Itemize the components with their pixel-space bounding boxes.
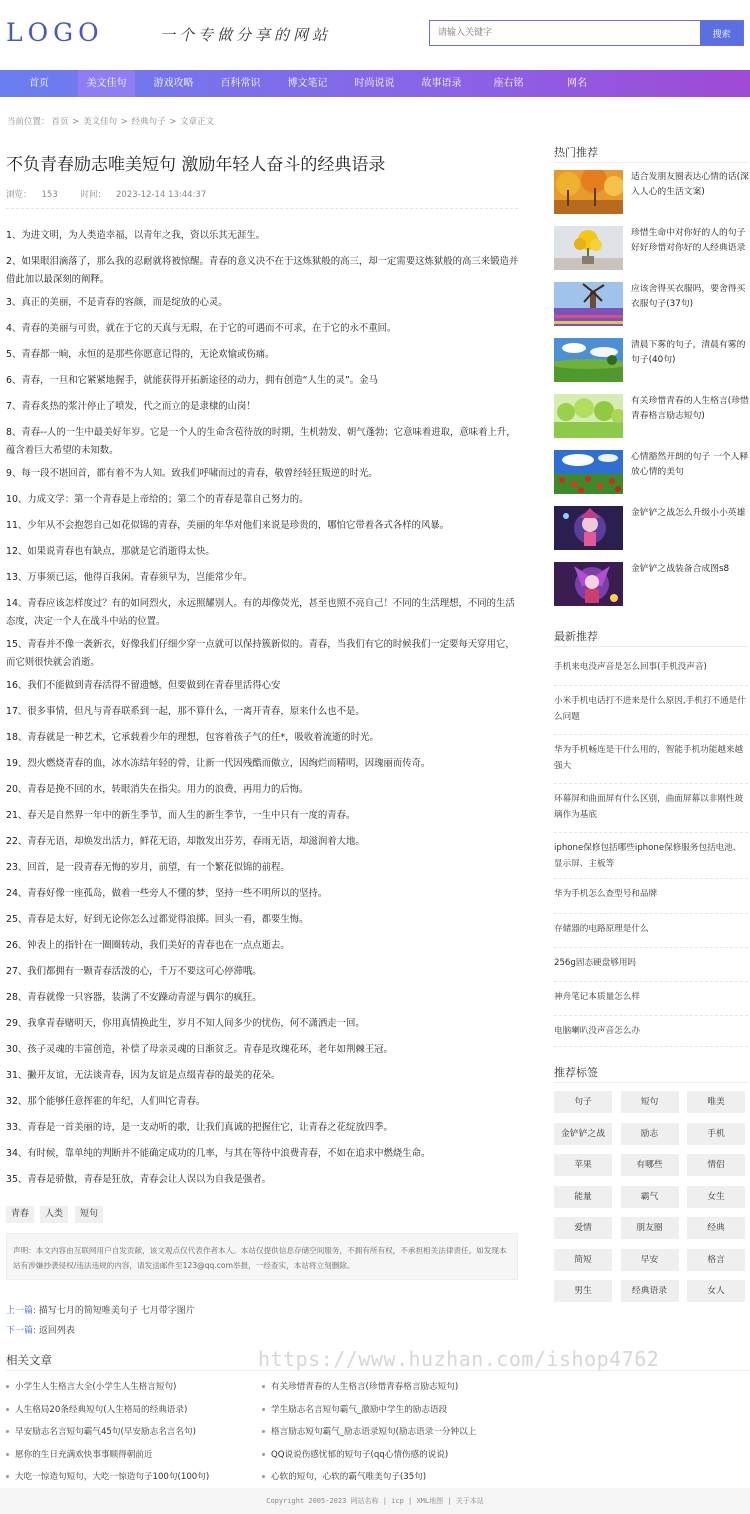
hot-item[interactable] xyxy=(554,562,750,606)
tag-item[interactable]: 男生 xyxy=(554,1280,612,1302)
divider xyxy=(554,832,748,833)
related-item[interactable]: 大吃一惊造句短句，大吃一惊造句子100句(100句) xyxy=(6,1470,256,1482)
divider xyxy=(554,783,748,784)
hot-thumbnail[interactable] xyxy=(554,282,623,326)
latest-item[interactable]: 华为手机畅连是干什么用的，智能手机功能越来越强大 xyxy=(554,745,744,771)
article-paragraph: 4、青春的美丽与可贵，就在于它的天真与无瑕，在于它的可遇而不可求，在于它的永不重回。 xyxy=(6,323,397,334)
hot-thumbnail[interactable] xyxy=(554,450,623,494)
article-paragraph: 25、青春是太好，好到无论你怎么过都觉得浪掷。回头一看，都要生悔。 xyxy=(6,914,309,925)
article-paragraph: 29、我拿青春赌明天，你用真情换此生，岁月不知人间多少的忧伤，何不潇洒走一回。 xyxy=(6,1018,365,1029)
article-paragraph: 34、有时候，靠单纯的判断并不能确定成功的几率，与其在等待中浪费青春，不如在追求中燃烧生命。 xyxy=(6,1148,431,1159)
article-paragraph: 12、如果说青春也有缺点，那就是它消逝得太快。 xyxy=(6,546,215,557)
prev-label: 上一篇: xyxy=(6,1306,37,1316)
hot-title: 热门推荐 xyxy=(554,146,598,159)
prev-link[interactable]: 描写七月的简短唯美句子 七月带字图片 xyxy=(38,1306,195,1316)
related-item[interactable]: 有关珍惜青春的人生格言(珍惜青春格言励志短句) xyxy=(262,1380,512,1392)
hot-item[interactable] xyxy=(554,170,750,214)
related-item[interactable]: 学生励志名言短句霸气_激励中学生的励志语段 xyxy=(262,1403,512,1415)
tag-item[interactable]: 有哪些 xyxy=(621,1154,679,1176)
search-button[interactable]: 搜索 xyxy=(700,21,743,45)
tag-item[interactable]: 经典语录 xyxy=(621,1280,679,1302)
article-paragraph: 24、青春好像一座孤岛，做着一些旁人不懂的梦，坚持一些不明所以的坚持。 xyxy=(6,888,328,899)
article-paragraph: 21、春天是自然界一年中的新生季节，而人生的新生季节，一生中只有一度的青春。 xyxy=(6,810,356,821)
tag-item[interactable]: 经典 xyxy=(687,1217,745,1239)
breadcrumb-home[interactable]: 首页 xyxy=(51,117,69,127)
breadcrumb-category[interactable]: 美文佳句 xyxy=(83,117,118,127)
divider xyxy=(6,208,518,209)
article-paragraph: 7、青春炙热的浆汁停止了喷发，代之而立的是隶棣的山岗！ xyxy=(6,401,256,412)
latest-item[interactable]: 手机来电没声音是怎么回事(手机没声音) xyxy=(554,662,707,672)
article-paragraph: 2、如果眼泪滴落了，那么我的忍耐就将被惊醒。青春的意义决不在于这炼狱般的高三，却一定需要这炼狱般的高三来锻造并借此加以最深刻的阐释。 xyxy=(6,256,519,285)
nav-nicknames[interactable]: 网名 xyxy=(567,78,587,89)
hot-thumbnail[interactable] xyxy=(554,506,623,550)
views-label: 浏览： xyxy=(6,190,32,200)
article-paragraph: 9、每一段不堪回首，都有着不为人知。致我们呼啸而过的青春，敬曾经轻狂叛逆的时光。 xyxy=(6,468,378,479)
article-paragraph: 18、青春就是一种艺术，它承载着少年的理想，包容着孩子气的任*，吸收着流逝的时光。 xyxy=(6,732,379,743)
article-paragraph: 33、青春是一首美丽的诗，是一支动听的歌，让我们真诚的把握住它，让青春之花绽放四季。 xyxy=(6,1122,393,1133)
hot-item[interactable] xyxy=(554,338,750,382)
article-tag[interactable]: 青春 xyxy=(6,1206,34,1223)
hot-item-title[interactable]: 应该舍得买衣服吗，要舍得买衣服句子(37句) xyxy=(631,284,746,309)
hot-item[interactable] xyxy=(554,450,750,494)
tag-item[interactable]: 格言 xyxy=(687,1249,745,1271)
hot-item-title[interactable]: 心情豁然开朗的句子 一个人释放心情的美句 xyxy=(631,452,749,477)
divider xyxy=(554,162,748,163)
related-title: 相关文章 xyxy=(6,1353,52,1367)
next-link[interactable]: 返回列表 xyxy=(38,1326,75,1336)
search-input[interactable] xyxy=(430,21,700,45)
nav-mottos[interactable]: 座右铭 xyxy=(493,78,524,89)
tag-item[interactable]: 情侣 xyxy=(687,1154,745,1176)
breadcrumb-label: 当前位置： xyxy=(7,117,50,127)
latest-item[interactable]: 神舟笔记本质量怎么样 xyxy=(554,992,640,1002)
related-item[interactable]: 心软的短句，心软的霸气唯美句子(35句) xyxy=(262,1470,512,1482)
tag-item[interactable]: 爱情 xyxy=(554,1217,612,1239)
article-paragraph: 17、很多事情，但凡与青春联系到一起，那不算什么，一离开青春，原来什么也不是。 xyxy=(6,706,365,717)
tag-item[interactable]: 手机 xyxy=(687,1123,745,1145)
copyright-notice: 声明：本文内容由互联网用户自发贡献，该文观点仅代表作者本人。本站仅提供信息存储空间服务，不拥有所有权，不承担相关法律责任。如发现本站有涉嫌抄袭侵权/违法违规的内容，请发送邮件至123@qq.com举报，一经查实，本站将立刻删除。 xyxy=(6,1233,518,1280)
next-label: 下一篇: xyxy=(6,1326,37,1336)
hot-item-title[interactable]: 金铲铲之战装备合成图s8 xyxy=(631,564,730,574)
article-tag[interactable]: 人类 xyxy=(40,1206,68,1223)
tag-item[interactable]: 短句 xyxy=(621,1091,679,1113)
divider xyxy=(554,685,748,686)
hot-item-title[interactable]: 适合发朋友圈表达心情的话(深入人心的生活文案) xyxy=(631,172,749,197)
tag-item[interactable]: 朋友圈 xyxy=(621,1217,679,1239)
article-paragraph: 26、钟表上的指针在一圈圈转动，我们美好的青春也在一点点逝去。 xyxy=(6,940,290,951)
breadcrumb-current: 文章正文 xyxy=(180,117,215,127)
tag-item[interactable]: 女人 xyxy=(687,1280,745,1302)
latest-item[interactable]: 小米手机电话打不进来是什么原因,手机打不通是什么问题 xyxy=(554,696,746,722)
article-paragraph: 11、少年从不会抱怨自己如花似锦的青春，美丽的年华对他们来说是珍贵的，哪怕它带着各式各样的风暴。 xyxy=(6,520,450,531)
tag-item[interactable]: 霸气 xyxy=(621,1186,679,1208)
article-paragraph: 15、青春并不像一袭新衣，好像我们仔细少穿一点就可以保持簇新似的。青春，当我们有它的时候我们一定要每天穿用它，而它则很快就会消逝。 xyxy=(6,639,515,668)
breadcrumb: 当前位置： 首页 > 美文佳句 > 经典句子 > 文章正文 xyxy=(7,117,215,127)
article-paragraph: 14、青春应该怎样度过？有的如同烈火，永远照耀别人。有的却像荧光，甚至也照不亮自己！不同的生活理想，不同的生活态度，决定一个人在战斗中站的位置。 xyxy=(6,598,515,627)
hot-item[interactable] xyxy=(554,394,750,438)
hot-thumbnail[interactable] xyxy=(554,562,623,606)
next-article xyxy=(6,1323,75,1336)
nav-articles[interactable]: 美文佳句 xyxy=(78,70,135,97)
latest-item[interactable]: 256g固态硬盘够用吗 xyxy=(554,958,637,968)
related-item[interactable]: 格言励志短句霸气_励志语录短句(励志语录一分钟以上 xyxy=(262,1425,512,1437)
hot-item-title[interactable]: 珍惜生命中对你好的人的句子 好好珍惜对你好的人经典语录 xyxy=(631,228,746,253)
latest-item[interactable]: 存储器的电路原理是什么 xyxy=(554,924,649,934)
article-paragraph: 28、青春就像一只容器，装满了不安躁动青涩与偶尔的疯狂。 xyxy=(6,992,262,1003)
article-paragraph: 32、那个能够任意挥霍的年纪，人们叫它青春。 xyxy=(6,1096,206,1107)
article-paragraph: 16、我们不能做到青春活得不留遗憾，但要做到在青春里活得心安 xyxy=(6,680,281,691)
article-paragraph: 30、孩子灵魂的丰富创造，补偿了母亲灵魂的日渐贫乏。青春是玫瑰花环，老年如荆棘王冠。 xyxy=(6,1044,393,1055)
article-meta xyxy=(6,188,226,200)
divider xyxy=(554,646,748,647)
tag-item[interactable]: 能量 xyxy=(554,1186,612,1208)
hot-thumbnail[interactable] xyxy=(554,226,623,270)
nav-fashion[interactable]: 时尚说说 xyxy=(354,78,395,89)
article-paragraph: 20、青春是挽不回的水，转眼消失在指尖。用力的浪费，再用力的后悔。 xyxy=(6,784,309,795)
latest-item[interactable]: 环幕屏和曲面屏有什么区别，曲面屏幕以非刚性玻璃作为基底 xyxy=(554,794,744,820)
tag-item[interactable]: 励志 xyxy=(621,1123,679,1145)
divider xyxy=(554,1015,748,1016)
tag-item[interactable]: 早安 xyxy=(621,1249,679,1271)
header xyxy=(0,0,750,68)
time-label: 时间： xyxy=(80,190,106,200)
hot-thumbnail[interactable] xyxy=(554,170,623,214)
hot-item[interactable] xyxy=(554,282,750,326)
article-paragraph: 8、青春--人的一生中最美好年岁。它是一个人的生命含苞待放的时期，生机勃发、朝气蓬勃；它意味着进取，意味着上升，蕴含着巨大希望的未知数。 xyxy=(6,427,516,456)
divider xyxy=(554,878,748,879)
related-item[interactable]: 愿你的生日充满欢快事事顺得朝前近 xyxy=(6,1448,256,1460)
nav-notes[interactable]: 博文笔记 xyxy=(287,78,328,89)
watermark: https://www.huzhan.com/ishop4762 xyxy=(258,1347,660,1371)
prev-article xyxy=(6,1303,195,1316)
tag-item[interactable]: 苹果 xyxy=(554,1154,612,1176)
nav-stories[interactable]: 故事语录 xyxy=(421,78,462,89)
tag-item[interactable]: 简短 xyxy=(554,1249,612,1271)
hot-thumbnail[interactable] xyxy=(554,338,623,382)
hot-item-title[interactable]: 金铲铲之战怎么升级小小英雄 xyxy=(631,508,746,518)
related-item[interactable]: 早安励志名言短句霸气45句(早安励志名言名句) xyxy=(6,1425,256,1437)
related-item[interactable]: 人生格局20条经典短句(人生格局的经典语录) xyxy=(6,1403,256,1415)
search-box xyxy=(429,20,744,46)
latest-item[interactable]: iphone保修包括哪些iphone保修服务包括电池、显示屏、主板等 xyxy=(554,843,742,869)
related-item[interactable]: QQ说说伤感忧郁的短句子(qq心情伤感的说说) xyxy=(262,1448,512,1460)
tag-item[interactable]: 金铲铲之战 xyxy=(554,1123,612,1145)
latest-title: 最新推荐 xyxy=(554,630,598,643)
article-paragraph: 22、青春无语，却焕发出活力，鲜花无语，却散发出芬芳，春雨无语，却滋润着大地。 xyxy=(6,836,365,847)
footer: Copyright 2005-2023 网站名称 | icp | XML地图 | 关于本站 xyxy=(0,1488,750,1514)
hot-thumbnail[interactable] xyxy=(554,394,623,438)
divider xyxy=(554,1046,748,1047)
hot-item[interactable] xyxy=(554,226,750,270)
hot-item-title[interactable]: 有关珍惜青春的人生格言(珍惜青春格言励志短句) xyxy=(631,396,749,421)
article-paragraph: 6、青春，一旦和它紧紧地握手，就能获得开拓新途径的动力，拥有创造“人生的灵”。金马 xyxy=(6,375,378,386)
article-paragraph: 31、撇开友谊，无法谈青春，因为友谊是点缀青春的最美的花朵。 xyxy=(6,1070,281,1081)
latest-item[interactable]: 华为手机怎么查型号和品牌 xyxy=(554,889,658,899)
article-paragraph: 10、力成文学：第一个青春是上帝给的；第二个的青春是靠自己努力的。 xyxy=(6,494,309,505)
divider xyxy=(554,913,748,914)
latest-item[interactable]: 电脑喇叭没声音怎么办 xyxy=(554,1026,640,1036)
nav-wiki[interactable]: 百科常识 xyxy=(220,78,261,89)
tags-title: 推荐标签 xyxy=(554,1066,598,1079)
article-paragraph: 1、为进文明，为人类造幸福，以青年之我，资以乐其无涯生。 xyxy=(6,230,266,241)
nav-home[interactable]: 首页 xyxy=(29,78,49,89)
divider xyxy=(554,981,748,982)
article-paragraph: 3、真正的美丽，不是青春的容颜，而是绽放的心灵。 xyxy=(6,297,228,308)
divider xyxy=(554,734,748,735)
publish-time: 2023-12-14 13:44:37 xyxy=(115,190,207,200)
nav-games[interactable]: 游戏攻略 xyxy=(153,78,194,89)
article-paragraph: 35、青春是骄傲，青春是狂放，青春会让人误以为自我是强者。 xyxy=(6,1174,272,1185)
hot-item[interactable] xyxy=(554,506,750,550)
site-slogan: 一个专做分享的网站 xyxy=(160,26,332,44)
related-item[interactable]: 小学生人生格言大全(小学生人生格言短句) xyxy=(6,1380,256,1392)
article-paragraph: 5、青春都一晌，永恒的是那些你愿意记得的，无论欢愉或伤痛。 xyxy=(6,349,275,360)
article-paragraph: 27、我们都拥有一颗青春活泼的心，千万不要这可心停滞哦。 xyxy=(6,966,262,977)
tag-item[interactable]: 女生 xyxy=(687,1186,745,1208)
article-paragraph: 23、回首，是一段青春无悔的岁月，前望，有一个繁花似锦的前程。 xyxy=(6,862,290,873)
article-paragraph: 19、烈火燃烧青春的血，冰水冻结年轻的骨，让新一代因残酷而傲立，因绚烂而精明，因瑰丽而传奇。 xyxy=(6,758,431,769)
hot-item-title[interactable]: 清晨下雾的句子，清晨有雾的句子(40句) xyxy=(631,340,746,365)
views-count: 153 xyxy=(41,190,58,200)
article-title: 不负青春励志唯美短句 激励年轻人奋斗的经典语录 xyxy=(6,155,386,175)
tag-item[interactable]: 句子 xyxy=(554,1091,612,1113)
article-tag[interactable]: 短句 xyxy=(75,1206,103,1223)
site-logo[interactable]: LOGO xyxy=(6,18,104,47)
article-paragraph: 13、万事须已运，他得百我闲。青春须早为，岂能常少年。 xyxy=(6,572,253,583)
tag-item[interactable]: 唯美 xyxy=(687,1091,745,1113)
divider xyxy=(554,947,748,948)
divider xyxy=(554,1082,748,1083)
main-nav xyxy=(0,70,750,97)
breadcrumb-subcategory[interactable]: 经典句子 xyxy=(131,117,166,127)
